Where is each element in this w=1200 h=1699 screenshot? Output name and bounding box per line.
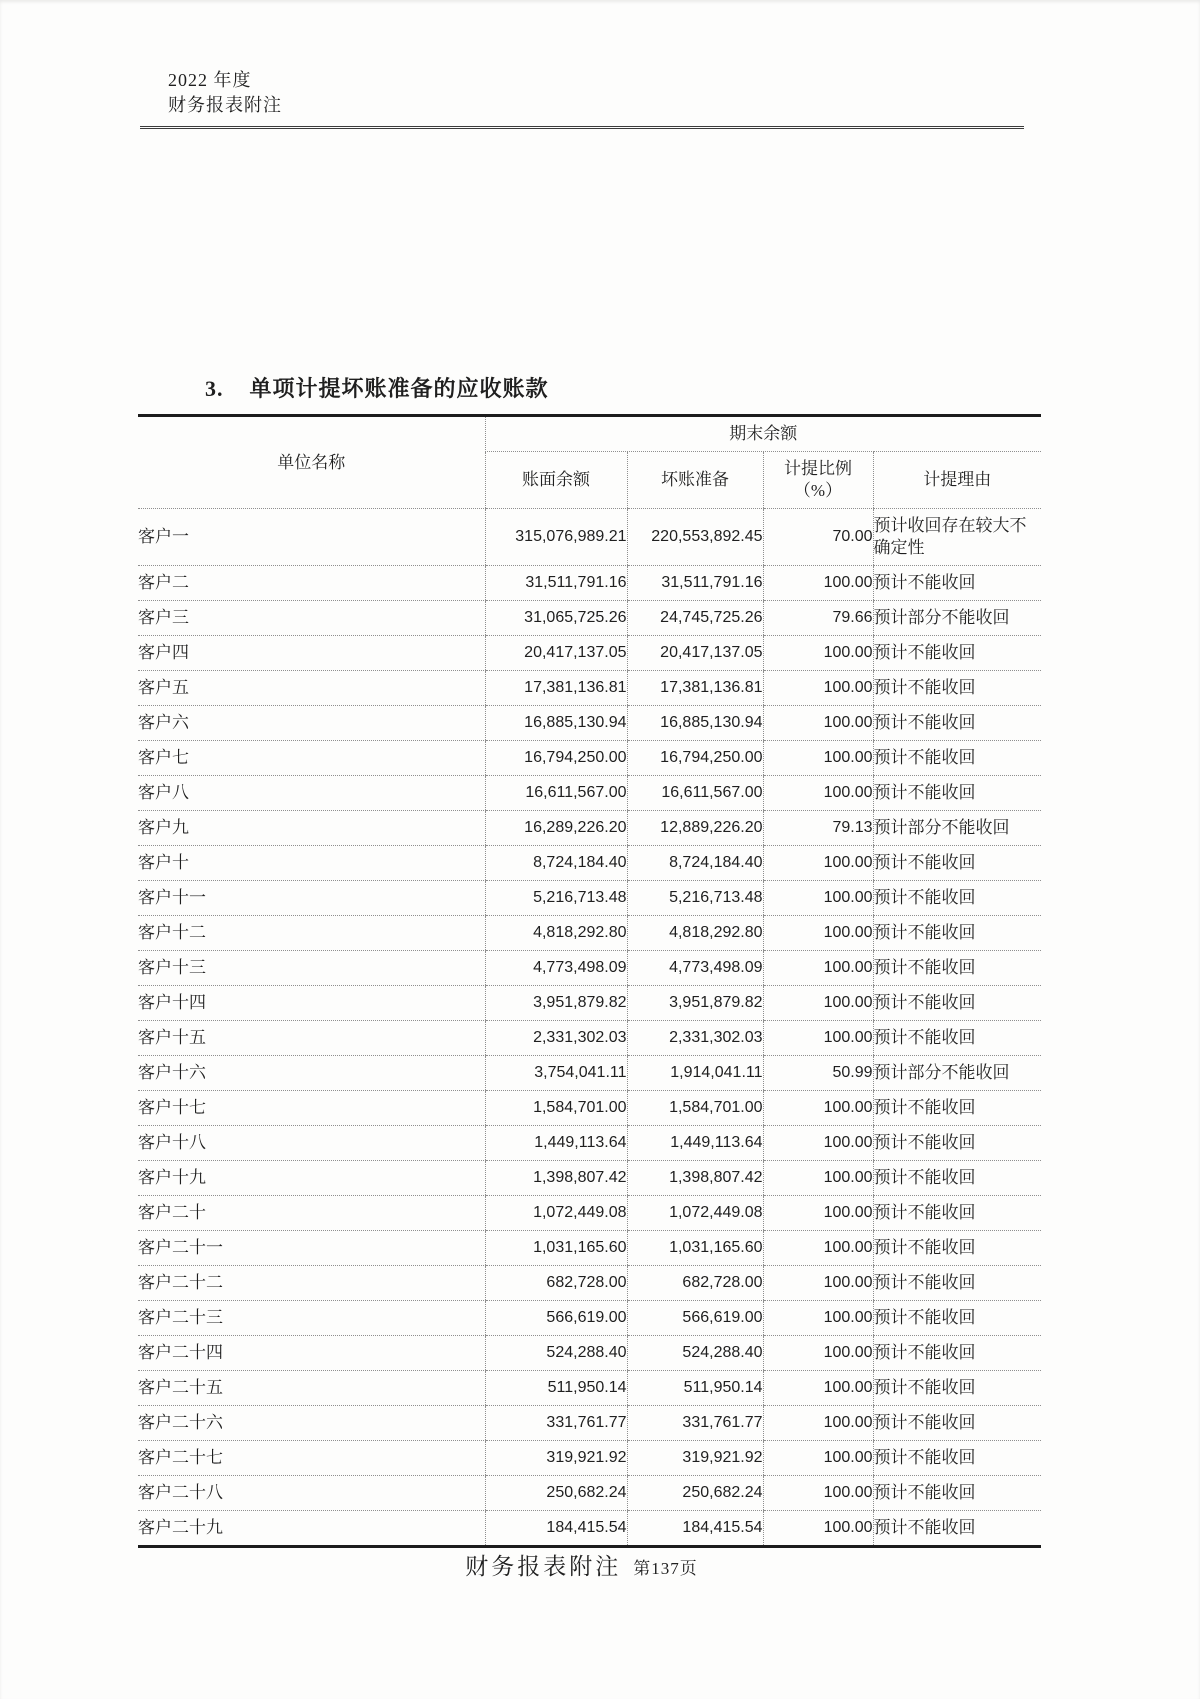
cell-bad-debt-provision: 16,794,250.00 [627,741,763,776]
cell-provision-ratio: 100.00 [763,566,873,601]
cell-unit-name: 客户十二 [138,916,485,951]
cell-provision-ratio: 100.00 [763,1476,873,1511]
cell-bad-debt-provision: 1,914,041.11 [627,1056,763,1091]
cell-provision-ratio: 100.00 [763,1406,873,1441]
cell-unit-name: 客户四 [138,636,485,671]
cell-unit-name: 客户七 [138,741,485,776]
cell-provision-ratio: 100.00 [763,1091,873,1126]
cell-provision-reason: 预计不能收回 [873,986,1041,1021]
footer-page-number: 第137页 [633,1559,698,1578]
cell-bad-debt-provision: 24,745,725.26 [627,601,763,636]
cell-provision-reason: 预计不能收回 [873,1196,1041,1231]
section-title [205,372,549,403]
cell-book-balance: 20,417,137.05 [485,636,627,671]
header-year-line: 2022 年度 [168,70,252,90]
cell-book-balance: 682,728.00 [485,1266,627,1301]
cell-provision-reason: 预计不能收回 [873,1161,1041,1196]
cell-bad-debt-provision: 20,417,137.05 [627,636,763,671]
table-row [138,1021,1041,1056]
cell-provision-reason: 预计不能收回 [873,1301,1041,1336]
header-title-line: 财务报表附注 [168,95,282,115]
cell-bad-debt-provision: 184,415.54 [627,1511,763,1547]
cell-bad-debt-provision: 511,950.14 [627,1371,763,1406]
cell-provision-ratio: 79.66 [763,601,873,636]
cell-unit-name: 客户十一 [138,881,485,916]
cell-unit-name: 客户十四 [138,986,485,1021]
cell-bad-debt-provision: 12,889,226.20 [627,811,763,846]
table-row [138,706,1041,741]
cell-bad-debt-provision: 3,951,879.82 [627,986,763,1021]
cell-unit-name: 客户九 [138,811,485,846]
cell-book-balance: 331,761.77 [485,1406,627,1441]
cell-provision-reason: 预计不能收回 [873,916,1041,951]
table-row [138,986,1041,1021]
cell-book-balance: 8,724,184.40 [485,846,627,881]
cell-bad-debt-provision: 331,761.77 [627,1406,763,1441]
cell-unit-name: 客户二十 [138,1196,485,1231]
cell-provision-ratio: 100.00 [763,706,873,741]
header-period-end-balance: 期末余额 [485,416,1041,452]
cell-book-balance: 1,031,165.60 [485,1231,627,1266]
cell-book-balance: 16,794,250.00 [485,741,627,776]
cell-provision-ratio: 100.00 [763,671,873,706]
table-row [138,1441,1041,1476]
table-row [138,811,1041,846]
table-row [138,1126,1041,1161]
table-body [138,509,1041,1547]
cell-provision-reason: 预计不能收回 [873,566,1041,601]
table-row [138,509,1041,566]
document-header [140,68,1024,129]
table-row [138,881,1041,916]
cell-provision-ratio: 50.99 [763,1056,873,1091]
table-row [138,1371,1041,1406]
cell-unit-name: 客户二 [138,566,485,601]
cell-provision-ratio: 79.13 [763,811,873,846]
table-row [138,1056,1041,1091]
cell-unit-name: 客户二十五 [138,1371,485,1406]
cell-book-balance: 319,921.92 [485,1441,627,1476]
cell-provision-reason: 预计不能收回 [873,706,1041,741]
cell-provision-reason: 预计收回存在较大不确定性 [873,509,1041,566]
cell-book-balance: 4,773,498.09 [485,951,627,986]
cell-provision-ratio: 100.00 [763,881,873,916]
cell-provision-reason: 预计不能收回 [873,1021,1041,1056]
cell-unit-name: 客户十 [138,846,485,881]
header-provision-ratio-line2: （%） [793,481,843,500]
cell-book-balance: 31,511,791.16 [485,566,627,601]
cell-provision-reason: 预计不能收回 [873,951,1041,986]
cell-bad-debt-provision: 16,885,130.94 [627,706,763,741]
footer-title: 财务报表附注 [465,1554,622,1579]
cell-bad-debt-provision: 220,553,892.45 [627,509,763,566]
table-row [138,1231,1041,1266]
table-row [138,671,1041,706]
cell-unit-name: 客户一 [138,509,485,566]
cell-provision-ratio: 100.00 [763,1336,873,1371]
cell-book-balance: 315,076,989.21 [485,509,627,566]
cell-provision-ratio: 100.00 [763,986,873,1021]
cell-book-balance: 3,951,879.82 [485,986,627,1021]
cell-provision-reason: 预计不能收回 [873,1406,1041,1441]
cell-provision-reason: 预计不能收回 [873,1371,1041,1406]
cell-unit-name: 客户十九 [138,1161,485,1196]
cell-provision-reason: 预计不能收回 [873,1336,1041,1371]
table-row [138,951,1041,986]
cell-provision-reason: 预计不能收回 [873,776,1041,811]
cell-book-balance: 1,584,701.00 [485,1091,627,1126]
cell-provision-ratio: 100.00 [763,1441,873,1476]
cell-provision-reason: 预计不能收回 [873,1231,1041,1266]
cell-bad-debt-provision: 524,288.40 [627,1336,763,1371]
table-row [138,636,1041,671]
cell-book-balance: 1,398,807.42 [485,1161,627,1196]
cell-unit-name: 客户六 [138,706,485,741]
cell-provision-reason: 预计部分不能收回 [873,1056,1041,1091]
table-row [138,566,1041,601]
cell-unit-name: 客户二十一 [138,1231,485,1266]
cell-unit-name: 客户二十六 [138,1406,485,1441]
cell-unit-name: 客户十七 [138,1091,485,1126]
cell-bad-debt-provision: 1,031,165.60 [627,1231,763,1266]
cell-provision-ratio: 100.00 [763,846,873,881]
cell-provision-reason: 预计不能收回 [873,1126,1041,1161]
cell-unit-name: 客户五 [138,671,485,706]
cell-provision-reason: 预计不能收回 [873,881,1041,916]
cell-provision-reason: 预计不能收回 [873,636,1041,671]
cell-provision-ratio: 100.00 [763,1021,873,1056]
cell-unit-name: 客户十五 [138,1021,485,1056]
header-row-1 [138,416,1041,452]
cell-provision-reason: 预计不能收回 [873,846,1041,881]
cell-provision-ratio: 100.00 [763,951,873,986]
header-provision-ratio-line1: 计提比例 [784,459,852,478]
cell-bad-debt-provision: 1,072,449.08 [627,1196,763,1231]
cell-bad-debt-provision: 16,611,567.00 [627,776,763,811]
cell-book-balance: 2,331,302.03 [485,1021,627,1056]
cell-unit-name: 客户十六 [138,1056,485,1091]
cell-book-balance: 1,072,449.08 [485,1196,627,1231]
cell-unit-name: 客户二十九 [138,1518,223,1537]
table-row [138,916,1041,951]
table-row [138,741,1041,776]
section-title-text: 单项计提坏账准备的应收账款 [249,376,549,401]
cell-book-balance: 17,381,136.81 [485,671,627,706]
receivables-provision-table [138,414,1041,1548]
cell-unit-name: 客户二十三 [138,1301,485,1336]
cell-provision-ratio: 100.00 [763,1161,873,1196]
cell-provision-ratio: 100.00 [763,741,873,776]
cell-book-balance: 31,065,725.26 [485,601,627,636]
cell-book-balance: 16,611,567.00 [485,776,627,811]
cell-provision-ratio: 100.00 [763,636,873,671]
cell-bad-debt-provision: 250,682.24 [627,1476,763,1511]
header-bad-debt-provision: 坏账准备 [627,452,763,509]
cell-provision-ratio: 70.00 [763,509,873,566]
cell-provision-reason: 预计不能收回 [873,1476,1041,1511]
document-footer [140,1548,1023,1581]
cell-bad-debt-provision: 4,773,498.09 [627,951,763,986]
cell-bad-debt-provision: 682,728.00 [627,1266,763,1301]
cell-provision-ratio: 100.00 [763,1266,873,1301]
table-row [138,846,1041,881]
cell-unit-name: 客户三 [138,601,485,636]
table-header [138,416,1041,509]
cell-book-balance: 16,289,226.20 [485,811,627,846]
cell-provision-ratio: 100.00 [763,916,873,951]
table-row [138,776,1041,811]
cell-provision-ratio: 100.00 [763,1301,873,1336]
cell-book-balance: 5,216,713.48 [485,881,627,916]
cell-provision-reason: 预计不能收回 [873,1266,1041,1301]
cell-bad-debt-provision: 17,381,136.81 [627,671,763,706]
table-row [138,1476,1041,1511]
cell-provision-ratio: 100.00 [763,1231,873,1266]
section-number: 3. [205,376,224,401]
header-book-balance: 账面余额 [485,452,627,509]
cell-provision-reason: 预计不能收回 [873,741,1041,776]
cell-unit-name: 客户二十二 [138,1266,485,1301]
table-row [138,1336,1041,1371]
cell-book-balance: 3,754,041.11 [485,1056,627,1091]
header-provision-reason: 计提理由 [873,452,1041,509]
cell-book-balance: 184,415.54 [485,1511,627,1547]
cell-bad-debt-provision: 319,921.92 [627,1441,763,1476]
cell-provision-ratio: 100.00 [763,1196,873,1231]
header-unit-name: 单位名称 [138,416,485,509]
cell-unit-name: 客户二十七 [138,1441,485,1476]
table-row [138,1511,1041,1547]
cell-bad-debt-provision: 566,619.00 [627,1301,763,1336]
cell-provision-reason: 预计不能收回 [873,1091,1041,1126]
cell-provision-ratio: 100.00 [763,776,873,811]
cell-book-balance: 511,950.14 [485,1371,627,1406]
cell-bad-debt-provision: 2,331,302.03 [627,1021,763,1056]
cell-provision-reason: 预计不能收回 [873,671,1041,706]
cell-book-balance: 566,619.00 [485,1301,627,1336]
cell-provision-reason: 预计不能收回 [873,1441,1041,1476]
cell-bad-debt-provision: 8,724,184.40 [627,846,763,881]
cell-book-balance: 1,449,113.64 [485,1126,627,1161]
cell-provision-ratio: 100.00 [763,1371,873,1406]
header-provision-ratio [763,452,873,509]
cell-provision-reason: 预计不能收回 [873,1511,1041,1547]
cell-provision-ratio: 100.00 [763,1126,873,1161]
cell-bad-debt-provision: 1,449,113.64 [627,1126,763,1161]
table-row [138,601,1041,636]
cell-book-balance: 4,818,292.80 [485,916,627,951]
cell-provision-reason: 预计部分不能收回 [873,811,1041,846]
cell-book-balance: 524,288.40 [485,1336,627,1371]
cell-unit-name: 客户十三 [138,951,485,986]
cell-bad-debt-provision: 31,511,791.16 [627,566,763,601]
table-row [138,1196,1041,1231]
table-row [138,1161,1041,1196]
cell-book-balance: 250,682.24 [485,1476,627,1511]
cell-bad-debt-provision: 5,216,713.48 [627,881,763,916]
cell-bad-debt-provision: 4,818,292.80 [627,916,763,951]
cell-unit-name: 客户二十四 [138,1336,485,1371]
cell-book-balance: 16,885,130.94 [485,706,627,741]
cell-unit-name: 客户十八 [138,1126,485,1161]
cell-provision-reason: 预计部分不能收回 [873,601,1041,636]
table-row [138,1266,1041,1301]
cell-bad-debt-provision: 1,584,701.00 [627,1091,763,1126]
cell-provision-ratio: 100.00 [763,1511,873,1547]
table-row [138,1301,1041,1336]
cell-unit-name: 客户八 [138,776,485,811]
table-row [138,1406,1041,1441]
table-row [138,1091,1041,1126]
cell-bad-debt-provision: 1,398,807.42 [627,1161,763,1196]
cell-unit-name: 客户二十八 [138,1476,485,1511]
